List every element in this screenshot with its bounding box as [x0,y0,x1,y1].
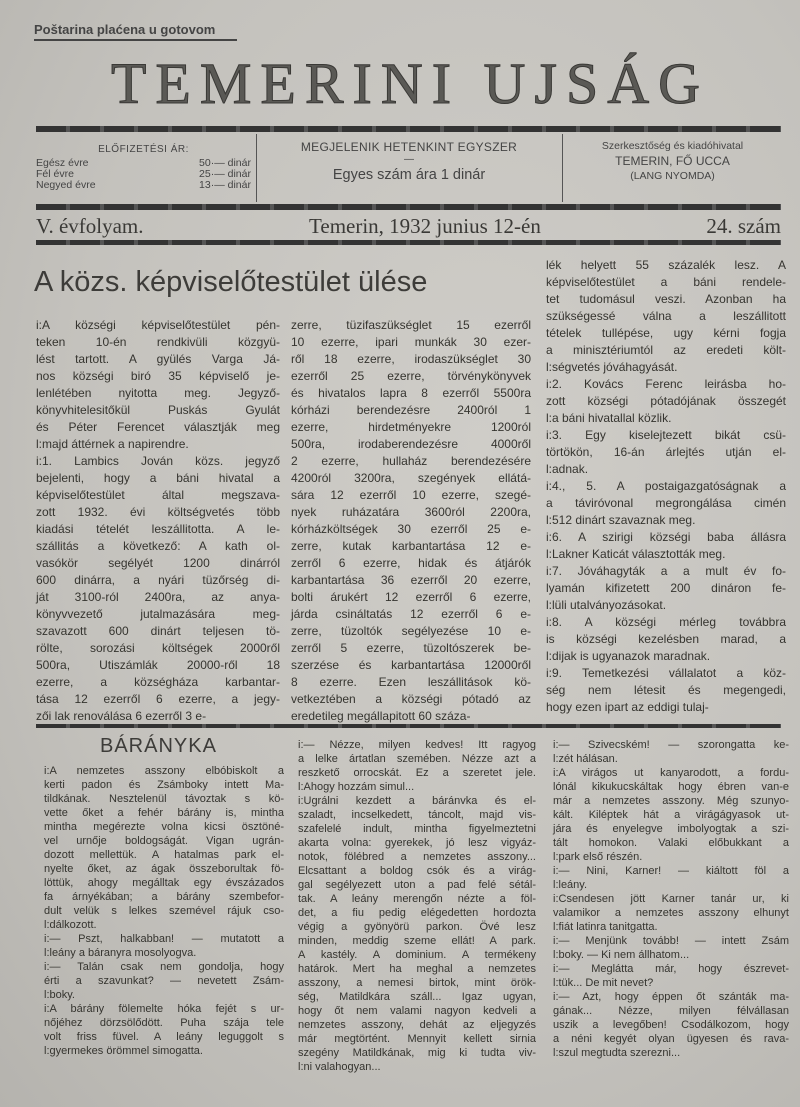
rule [36,126,781,132]
text-line: l:ni valahogyan... [298,1061,381,1073]
text-line: l:leány. [553,879,588,891]
text-line: l:park első részén. [553,851,643,863]
subscription-heading: ELŐFIZETÉSI ÁR: [98,144,189,155]
text-line: tételek tullépése, ugy kérni fogja [546,326,786,340]
price-text: Egyes szám ára 1 dinár [332,167,486,183]
text-line: kált. Kiléptek hát a virágágyasok ut- [553,809,789,821]
text-line: zerre, tüzifaszükséglet 15 ezerről [291,318,531,332]
office-line-2: TEMERIN, FŐ UCCA [615,154,730,168]
postage-note: Poštarina plaćena u gotovom [34,22,237,41]
text-line: i:A virágos ut kanyarodott, a fordu- [553,767,789,779]
text-line: határok. Mert ha meghal a nemzetes [298,963,536,975]
subscription-period: Negyed évre [36,179,96,191]
text-line: végig a gyönyörü parkon. Övé lesz [298,921,536,933]
text-line: gának... Nézze, milyen félvállasan [553,1005,789,1017]
text-line: ezerről 25 ezerre, törvénykönyvek [291,369,531,383]
text-line: l:adnak. [546,462,589,476]
text-line: hogy őt nem valami nagyon kedveli a [298,1005,536,1017]
text-line: asszony, a nemesi birtok, mint örök- [298,977,536,989]
subscription-box [36,134,251,202]
text-line: lék helyett 55 százalék lesz. A [546,258,786,272]
text-line: zott községi pótadójának összegét [546,394,786,408]
subscription-price: 25·— dinár [199,168,251,180]
text-line: már megtörtént. Mennyit kellett sirnia [298,1033,536,1045]
text-line: zerről 5 ezerre, tüzoltószerek be- [291,641,531,655]
text-line: tált homokon. Valaki előbukkant a [553,837,789,849]
text-line: i:— Szivecském! — szorongatta ke- [553,739,789,751]
text-line: szegény Matildkának, mig ki tudta viv- [298,1047,536,1059]
text-line: i:Csendesen jött Karner tanár ur, ki [553,893,789,905]
text-line: i:— Nézze, milyen kedves! Itt ragyog [298,739,536,751]
story-column-3 [553,738,789,1060]
text-line: l:a báni hivatallal közlik. [546,411,672,425]
text-line: vette őket a fehér bárány is, mintha [44,807,284,819]
text-line: dozott mellettük. A hatalmas park el- [44,849,284,861]
rule [36,724,781,728]
text-line: reszkető orrocskát. Ez a szeretet jele. [298,767,536,779]
text-line: szállitás a következő: A kath ol- [36,539,280,553]
text-line: l:dálkozott. [44,919,97,931]
text-line: ség, Matildkára száll... Igaz ugyan, [298,991,536,1003]
text-line: volt friss füvel. A leány leguggolt s [44,1031,284,1043]
text-line: i:7. Jóváhagyták a a mult év fo- [546,564,786,578]
dash: — [404,154,414,165]
text-line: tet tudomásul veszi. Azonban ha [546,292,786,306]
text-line: i:8. A községi mérleg továbbra [546,615,786,629]
text-line: i:A községi képviselőtestület pén- [36,318,280,332]
text-line: i:— Azt, hogy éppen őt szánták ma- [553,991,789,1003]
text-line: i:4., 5. A postaigazgatóságnak a [546,479,786,493]
text-line: már a nemzetes asszony. Még szunyo- [553,795,789,807]
office-line-1: Szerkesztőség és kiadóhivatal [601,140,744,152]
text-line: szerzése és karbantartása 12000ről [291,658,531,672]
edition-line [36,214,781,239]
text-line: l:leány a báranyra mosolyogva. [44,947,197,959]
text-line: és Péter Ferencet választják meg [36,420,280,434]
text-line: a minisztériumtól az eredeti költ- [546,343,786,357]
text-line: zői lak renoválása 6 ezerről 3 e- [36,709,207,723]
text-line: i:— Pszt, halkabban! — mutatott a [44,933,284,945]
office-line-3: (LANG NYOMDA) [630,170,715,182]
text-line: l:boky. [44,989,75,1001]
text-line: szükségessé válna a leszállitott [546,309,786,323]
text-line: nemzetes asszony, dehát az eljegyzés [298,1019,536,1031]
subscription-period: Fél évre [36,168,74,180]
text-line: vel urnője boldogságát. Vigan ugrán- [44,835,284,847]
text-line: l:Lakner Katicát választották meg. [546,547,726,561]
text-line: vasókör segélyét 1200 dinárról [36,556,280,570]
text-line: l:dijak is ugyanazok maradnak. [546,649,711,663]
text-line: rölte, sorozási költségek 2000ről [36,641,280,655]
text-line: i:Ugrálni kezdett a báránvka és el- [298,795,536,807]
subscription-price: 13·— dinár [199,179,251,191]
text-line: 8 ezerre. Ezen leszállitások kö- [291,675,531,689]
text-line: sára 12 ezerről 10 ezerre, szegé- [291,488,531,502]
text-line: tildkának. Nesztelenül távoztak s kö- [44,793,284,805]
text-line: törtökön, 16-án árlejtés utján el- [546,445,786,459]
text-line: képviselőtestület a báni rendele- [546,275,786,289]
text-line: érti a szavunkat? — nevetett Zsám- [44,975,284,987]
text-line: jára és enyelegve imbolyogtak a szi- [553,823,789,835]
text-line: bolti árukért 12 ezerről 6 ezerre, [291,590,531,604]
text-line: i:A nemzetes asszony elbóbiskolt a [44,765,284,777]
text-line: i:9. Temetkezési vállalatot a köz- [546,666,786,680]
text-line: ről 18 ezerre, irodaszükséglet 30 [291,352,531,366]
text-line: minden, meddig szeme ellát! A park. [298,935,536,947]
text-line: a táviróvonal megrongálása cimén [546,496,786,510]
subscription-rows [36,158,251,191]
text-line: i:3. Egy kiselejtezett bikát csü- [546,428,786,442]
text-line: bejelenti, hogy a báni hivatal a [36,471,280,485]
text-line: ség nem létesit és megengedi, [546,683,786,697]
text-line: fa árnyékában; a bárány szembefor- [44,891,284,903]
text-line: l:fiát latinra tanitgatta. [553,921,658,933]
text-line: l:szul megtudta szerezni... [553,1047,681,1059]
text-line: szafelelé indult, mintha figyelmeztetni [298,823,536,835]
text-line: l:ségvetés jóváhagyását. [546,360,678,374]
text-line: l:tük... De mit nevet? [553,977,654,989]
text-line: tása 12 ezerről 6 ezerre, a jegy- [36,692,280,706]
text-line: kerti padon és Zsámboky intett Ma- [44,779,284,791]
subscription-price: 50·— dinár [199,157,251,169]
text-line: képviselőtestület által megszava- [36,488,280,502]
text-line: lyamán kifizetett 200 dináron fe- [546,581,786,595]
text-line: kórházi berendezésre 2400ról 1 [291,403,531,417]
text-line: a lelke ártatlan szemében. Nézze azt a [298,753,536,765]
text-line: i:2. Kovács Ferenc leirásba ho- [546,377,786,391]
text-line: nőjéhez dörzsölődött. Puha szája tele [44,1017,284,1029]
text-line: 600 dinárra, a nyári tüzőrség di- [36,573,280,587]
text-line: hogy ezen ipart az eddigi tulaj- [546,700,709,714]
text-line: lést tartott. A gyülés Varga Já- [36,352,280,366]
text-line: det, a fiu pedig elégedetten hordozta [298,907,536,919]
text-line: nos községi biró 35 képviselő je- [36,369,280,383]
divider [562,134,563,202]
story-title: BÁRÁNYKA [100,735,217,757]
text-line: zerre, tüzoltók segélyezése 10 e- [291,624,531,638]
text-line: a néni kegyét olyan ügyesen és rava- [553,1033,789,1045]
text-line: i:A bárány fölemelte hóka fejét s ur- [44,1003,284,1015]
text-line: i:— Menjünk tovább! — intett Zsám [553,935,789,947]
text-line: zott 1932. évi költségvetés több [36,505,280,519]
text-line: i:— Talán csak nem gondolja, hogy [44,961,284,973]
text-line: uszik a levegőben! Csodálkozom, hogy [553,1019,789,1031]
text-line: nyek ruházatára 3600ról 2200ra, [291,505,531,519]
rule [36,240,781,245]
text-line: 2 ezerre, hullaház berendezésére [291,454,531,468]
text-line: l:boky. — Ki nem állhatom... [553,949,690,961]
text-line: könyvvezető jutalmazására meg- [36,607,280,621]
text-line: zerre, kutak karbantartása 12 e- [291,539,531,553]
article-column-2 [291,317,531,725]
text-line: 500ra, irodaberendezésre 4000ről [291,437,531,451]
text-line: is községi kezelésben marad, a [546,632,786,646]
volume: V. évfolyam. [36,214,144,238]
text-line: 10 ezerre, ipari munkák 30 ezer- [291,335,531,349]
article-headline: A közs. képviselőtestület ülése [34,266,428,298]
text-line: l:512 dinárt szavaznak meg. [546,513,696,527]
text-line: vetkeztében a községi pótadó az [291,692,531,706]
text-line: lenlétében nyitotta meg. Jegyző- [36,386,280,400]
text-line: 500ra, Utiszámlák 20000-ről 18 [36,658,280,672]
text-line: járda csináltatás 12 ezerről 6 e- [291,607,531,621]
text-line: nyelte őket, az ágak összeborultak fö- [44,863,284,875]
text-line: karbantartása 36 ezerről 20 ezerre, [291,573,531,587]
text-line: i:— Meglátta már, hogy észrevet- [553,963,789,975]
office-box [564,134,781,202]
text-line: szavazott 600 dinárt teljesen tö- [36,624,280,638]
frequency-text: MEGJELENIK HETENKINT EGYSZER [300,140,518,154]
text-line: valamikor a nemzetes asszony elhunyt [553,907,789,919]
subscription-period: Egész évre [36,157,89,169]
issue-date: Temerin, 1932 junius 12-én [309,214,541,238]
article-column-3 [546,257,786,716]
text-line: teken 10-én rendkivüli közgyü- [36,335,280,349]
text-line: i:6. A szirigi községi baba állásra [546,530,786,544]
newspaper-title: TEMERINI UJSÁG [110,51,710,116]
text-line: lónál kikukucskáltak hogy ébren van-e [553,781,789,793]
text-line: l:gyermekes örömmel simogatta. [44,1045,203,1057]
article-column-1 [36,317,280,725]
divider [256,134,257,202]
text-line: Elcsattant a boldog csók és a virág- [298,865,536,877]
text-line: i:1. Lambics Jován közs. jegyző [36,454,280,468]
text-line: könyvhitelesitőkül Puskás Gyulát [36,403,280,417]
text-line: és hivatalos lapra 8 ezerről 5500ra [291,386,531,400]
text-line: 4200ról 3200ra, szegények ellátá- [291,471,531,485]
text-line: ját 3100-ról 2400ra, az anya- [36,590,280,604]
text-line: l:lüli utalványozásokat. [546,598,667,612]
text-line: kiadási tételét leszállitotta. A le- [36,522,280,536]
text-line: ezerre, hirdetményekre 1200ról [291,420,531,434]
text-line: l:zét hálásan. [553,753,618,765]
text-line: szaladt, incselkedett, táncolt, majd vis- [298,809,536,821]
text-line: akarta volna: gyerekek, jó lesz vigyáz- [298,837,536,849]
text-line: dult velük s lelkes szemével rájuk cso- [44,905,284,917]
story-column-2 [298,738,536,1074]
publication-box [258,134,560,202]
text-line: l:Ahogy hozzám simul... [298,781,415,793]
text-line: tak. A leány merengőn nézte a föl- [298,893,536,905]
issue-number: 24. szám [706,214,781,238]
text-line: zerről 6 ezerre, hidak és átjárók [291,556,531,570]
text-line: ezerre, a községháza karbantar- [36,675,280,689]
text-line: l:majd áttérnek a napirendre. [36,437,189,451]
text-line: A kastély. A dominium. A termékeny [298,949,536,961]
text-line: notok, fölébred a nemzetes asszony... [298,851,536,863]
story-column-1 [44,764,284,1058]
text-line: mintha megérezte volna kicsi ösztöné- [44,821,284,833]
text-line: gal segélyezett uton a pad felé sétál- [298,879,536,891]
rule [36,204,781,210]
text-line: i:— Nini, Karner! — kiáltott föl a [553,865,789,877]
subscription-row [36,180,251,191]
text-line: löttük, ahogy megálltak egy évszázados [44,877,284,889]
text-line: eredetileg megállapitott 60 száza- [291,709,471,723]
text-line: kórházköltségek 30 ezerről 25 e- [291,522,531,536]
